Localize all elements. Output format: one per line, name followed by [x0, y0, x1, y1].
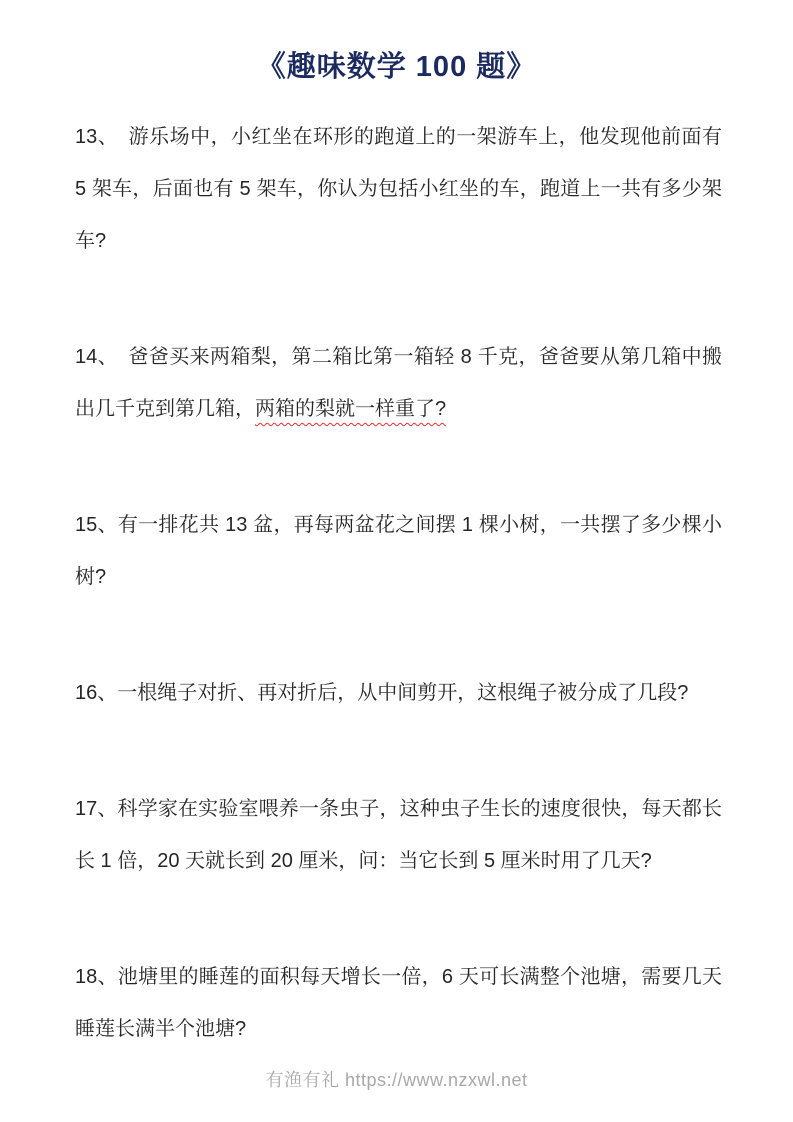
- question-text: 16、一根绳子对折、再对折后，从中间剪开，这根绳子被分成了几段?: [75, 682, 689, 704]
- question-text: 17、科学家在实验室喂养一条虫子，这种虫子生长的速度很快，每天都长长 1 倍，20 天就长到 20 厘米，问：当它长到 5 厘米时用了几天?: [75, 798, 722, 872]
- question-18: [75, 951, 722, 1055]
- question-text: 15、有一排花共 13 盆，再每两盆花之间摆 1 棵小树，一共摆了多少棵小树?: [75, 514, 722, 588]
- question-14: [75, 331, 722, 435]
- question-list: [75, 111, 722, 1055]
- question-16: [75, 667, 722, 719]
- question-text-underlined: 两箱的梨就一样重了?: [255, 398, 447, 420]
- question-text: 13、 游乐场中，小红坐在环形的跑道上的一架游车上，他发现他前面有 5 架车，后面也有 5 架车，你认为包括小红坐的车，跑道上一共有多少架车?: [75, 126, 722, 252]
- question-13: [75, 111, 722, 267]
- question-17: [75, 783, 722, 887]
- page-title: 《趣味数学 100 题》: [256, 51, 537, 83]
- question-text: 18、池塘里的睡莲的面积每天增长一倍，6 天可长满整个池塘，需要几天睡莲长满半个池塘?: [75, 966, 722, 1040]
- question-text: 14、 爸爸买来两箱梨，第二箱比第一箱轻 8 千克，爸爸要从第几箱中搬出几千克到第几箱，: [75, 346, 722, 420]
- footer-watermark: [0, 1066, 793, 1092]
- footer-text: 有渔有礼 https://www.nzxwl.net: [265, 1070, 528, 1090]
- question-15: [75, 499, 722, 603]
